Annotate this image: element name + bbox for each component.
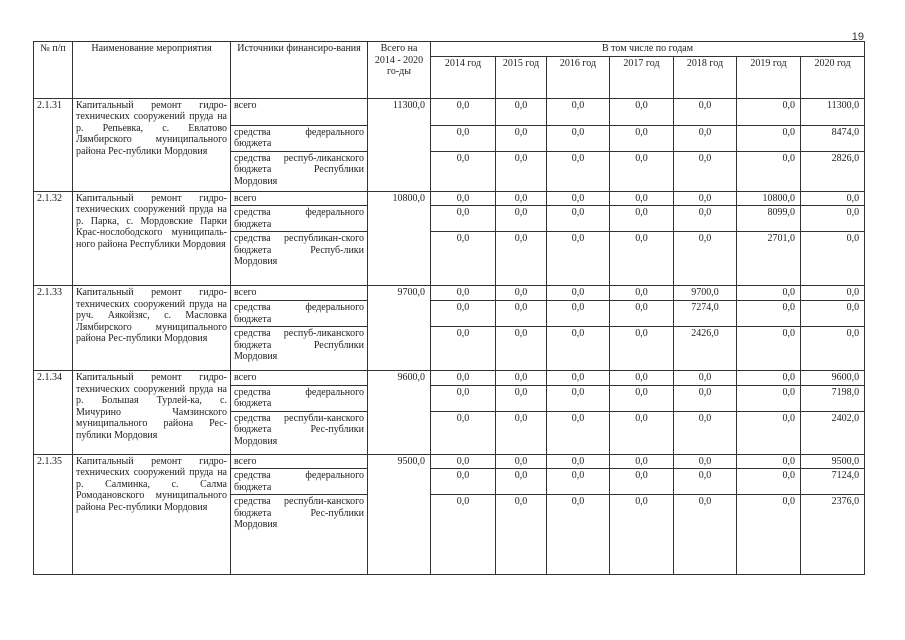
col-name-header: Наименование мероприятия (73, 42, 231, 99)
measure-number-cell: 2.1.32 (34, 191, 73, 286)
year-value-cell: 0,0 (610, 286, 674, 301)
year-value-cell: 0,0 (496, 411, 547, 454)
year-value-cell: 0,0 (610, 495, 674, 575)
year-value-cell: 0,0 (610, 125, 674, 151)
year-value-cell: 0,0 (431, 191, 496, 206)
year-value-cell: 0,0 (610, 469, 674, 495)
funding-table (33, 41, 865, 575)
year-value-cell: 0,0 (610, 301, 674, 327)
year-value-cell: 0,0 (547, 191, 610, 206)
year-value-cell: 0,0 (674, 98, 737, 125)
funding-source-cell: средства респуб-ликанского бюджета Республики Мордовия (231, 327, 368, 371)
funding-source-cell: всего (231, 454, 368, 469)
year-value-cell: 9600,0 (801, 371, 865, 386)
year-value-cell: 0,0 (674, 411, 737, 454)
measure-name-cell: Капитальный ремонт гидро-технических сооружений пруда на р. Большая Турлей-ка, с. Мичурино Чамзинского муниципального района Рес-публики Мордовия (73, 371, 231, 455)
year-value-cell: 0,0 (431, 151, 496, 191)
year-value-cell: 7124,0 (801, 469, 865, 495)
year-value-cell: 0,0 (431, 385, 496, 411)
year-value-cell: 0,0 (737, 385, 801, 411)
page-number: 19 (851, 31, 864, 43)
year-value-cell: 0,0 (547, 495, 610, 575)
year-value-cell: 0,0 (431, 301, 496, 327)
year-value-cell: 0,0 (610, 232, 674, 286)
year-header: 2014 год (431, 56, 496, 98)
year-value-cell: 0,0 (610, 98, 674, 125)
funding-source-cell: всего (231, 286, 368, 301)
year-value-cell: 0,0 (737, 327, 801, 371)
year-value-cell: 0,0 (737, 301, 801, 327)
measure-name-cell: Капитальный ремонт гидро-технических сооружений пруда на руч. Аякойзяс, с. Масловка Лямбирского муниципального района Рес-публики Мордовия (73, 286, 231, 371)
year-value-cell: 2402,0 (801, 411, 865, 454)
year-value-cell: 0,0 (610, 327, 674, 371)
measure-number-cell: 2.1.35 (34, 454, 73, 575)
year-value-cell: 0,0 (496, 385, 547, 411)
year-value-cell: 0,0 (801, 191, 865, 206)
year-value-cell: 0,0 (496, 495, 547, 575)
year-value-cell: 0,0 (547, 411, 610, 454)
year-header: 2019 год (737, 56, 801, 98)
year-value-cell: 0,0 (547, 385, 610, 411)
year-value-cell: 0,0 (737, 371, 801, 386)
year-value-cell: 0,0 (496, 371, 547, 386)
year-value-cell: 0,0 (431, 125, 496, 151)
year-value-cell: 0,0 (547, 206, 610, 232)
year-header: 2018 год (674, 56, 737, 98)
total-cell: 9600,0 (368, 371, 431, 455)
year-value-cell: 0,0 (610, 371, 674, 386)
year-value-cell: 0,0 (610, 385, 674, 411)
year-value-cell: 0,0 (431, 495, 496, 575)
total-cell: 9700,0 (368, 286, 431, 371)
measure-name-cell: Капитальный ремонт гидро-технических сооружений пруда на р. Салминка, с. Салма Ромодановского муниципального района Рес-публики Мордовия (73, 454, 231, 575)
year-value-cell: 0,0 (547, 327, 610, 371)
year-value-cell: 2376,0 (801, 495, 865, 575)
funding-source-cell: всего (231, 191, 368, 206)
year-value-cell: 7198,0 (801, 385, 865, 411)
measure-name-cell: Капитальный ремонт гидро-технических сооружений пруда на р. Парка, с. Мордовские Парки Крас-нослободского муниципаль-ного района Республики Мордовия (73, 191, 231, 286)
year-header: 2020 год (801, 56, 865, 98)
funding-source-cell: средства республи-канского бюджета Рес-публики Мордовия (231, 411, 368, 454)
year-value-cell: 0,0 (547, 301, 610, 327)
year-value-cell: 0,0 (496, 327, 547, 371)
col-total-header: Всего на 2014 - 2020 го-ды (368, 42, 431, 99)
year-value-cell: 0,0 (610, 411, 674, 454)
year-value-cell: 0,0 (674, 371, 737, 386)
year-value-cell: 0,0 (496, 286, 547, 301)
total-cell: 10800,0 (368, 191, 431, 286)
funding-source-cell: средства федерального бюджета (231, 385, 368, 411)
year-value-cell: 10800,0 (737, 191, 801, 206)
year-value-cell: 0,0 (547, 125, 610, 151)
table-row (34, 454, 865, 469)
year-value-cell: 0,0 (801, 286, 865, 301)
funding-source-cell: средства респуб-ликанского бюджета Республики Мордовия (231, 151, 368, 191)
year-value-cell: 0,0 (496, 151, 547, 191)
year-value-cell: 0,0 (496, 98, 547, 125)
year-value-cell: 2826,0 (801, 151, 865, 191)
year-value-cell: 7274,0 (674, 301, 737, 327)
table-row (34, 371, 865, 386)
year-value-cell: 0,0 (496, 469, 547, 495)
year-value-cell: 0,0 (547, 454, 610, 469)
col-source-header: Источники финансиро-вания (231, 42, 368, 99)
year-value-cell: 0,0 (496, 232, 547, 286)
year-value-cell: 0,0 (547, 469, 610, 495)
year-value-cell: 0,0 (496, 191, 547, 206)
funding-source-cell: средства федерального бюджета (231, 125, 368, 151)
funding-source-cell: средства федерального бюджета (231, 469, 368, 495)
year-value-cell: 0,0 (801, 301, 865, 327)
year-value-cell: 0,0 (431, 206, 496, 232)
year-value-cell: 0,0 (737, 286, 801, 301)
year-value-cell: 9700,0 (674, 286, 737, 301)
measure-number-cell: 2.1.33 (34, 286, 73, 371)
total-cell: 11300,0 (368, 98, 431, 191)
year-value-cell: 0,0 (737, 98, 801, 125)
year-value-cell: 0,0 (801, 206, 865, 232)
year-value-cell: 0,0 (610, 191, 674, 206)
year-value-cell: 0,0 (674, 385, 737, 411)
funding-source-cell: всего (231, 98, 368, 125)
year-header: 2017 год (610, 56, 674, 98)
year-value-cell: 0,0 (674, 191, 737, 206)
year-value-cell: 0,0 (431, 469, 496, 495)
year-value-cell: 0,0 (431, 411, 496, 454)
funding-source-cell: средства федерального бюджета (231, 301, 368, 327)
year-value-cell: 0,0 (674, 232, 737, 286)
year-value-cell: 0,0 (737, 454, 801, 469)
year-value-cell: 0,0 (496, 454, 547, 469)
year-value-cell: 8474,0 (801, 125, 865, 151)
year-value-cell: 0,0 (431, 371, 496, 386)
measure-number-cell: 2.1.31 (34, 98, 73, 191)
year-value-cell: 0,0 (737, 495, 801, 575)
year-value-cell: 0,0 (496, 125, 547, 151)
year-value-cell: 0,0 (431, 454, 496, 469)
table-row (34, 98, 865, 125)
year-value-cell: 0,0 (547, 98, 610, 125)
year-value-cell: 0,0 (674, 206, 737, 232)
year-value-cell: 0,0 (610, 206, 674, 232)
year-value-cell: 0,0 (674, 125, 737, 151)
year-value-cell: 0,0 (801, 327, 865, 371)
year-value-cell: 0,0 (496, 206, 547, 232)
year-value-cell: 0,0 (801, 232, 865, 286)
year-value-cell: 0,0 (496, 301, 547, 327)
year-value-cell: 0,0 (737, 151, 801, 191)
year-value-cell: 0,0 (610, 151, 674, 191)
col-number-header: № п/п (34, 42, 73, 99)
funding-source-cell: средства федерального бюджета (231, 206, 368, 232)
funding-source-cell: средства республикан-ского бюджета Респуб-лики Мордовия (231, 232, 368, 286)
year-value-cell: 0,0 (737, 469, 801, 495)
year-header: 2015 год (496, 56, 547, 98)
measure-name-cell: Капитальный ремонт гидро-технических сооружений пруда на р. Репьевка, с. Евлатово Лямбирского муниципального района Рес-публики Мордовия (73, 98, 231, 191)
measure-number-cell: 2.1.34 (34, 371, 73, 455)
year-value-cell: 0,0 (737, 411, 801, 454)
year-header: 2016 год (547, 56, 610, 98)
year-value-cell: 0,0 (431, 98, 496, 125)
table-row (34, 191, 865, 206)
year-value-cell: 0,0 (737, 125, 801, 151)
funding-source-cell: всего (231, 371, 368, 386)
year-value-cell: 0,0 (674, 469, 737, 495)
year-value-cell: 9500,0 (801, 454, 865, 469)
col-years-group-header: В том числе по годам (431, 42, 865, 57)
year-value-cell: 0,0 (547, 371, 610, 386)
year-value-cell: 11300,0 (801, 98, 865, 125)
year-value-cell: 0,0 (674, 495, 737, 575)
year-value-cell: 0,0 (610, 454, 674, 469)
year-value-cell: 0,0 (674, 454, 737, 469)
year-value-cell: 0,0 (547, 232, 610, 286)
funding-source-cell: средства республи-канского бюджета Рес-публики Мордовия (231, 495, 368, 575)
table-row (34, 286, 865, 301)
year-value-cell: 8099,0 (737, 206, 801, 232)
year-value-cell: 0,0 (674, 151, 737, 191)
year-value-cell: 0,0 (547, 151, 610, 191)
year-value-cell: 0,0 (547, 286, 610, 301)
total-cell: 9500,0 (368, 454, 431, 575)
year-value-cell: 0,0 (431, 327, 496, 371)
year-value-cell: 0,0 (431, 232, 496, 286)
year-value-cell: 0,0 (431, 286, 496, 301)
year-value-cell: 2426,0 (674, 327, 737, 371)
year-value-cell: 2701,0 (737, 232, 801, 286)
